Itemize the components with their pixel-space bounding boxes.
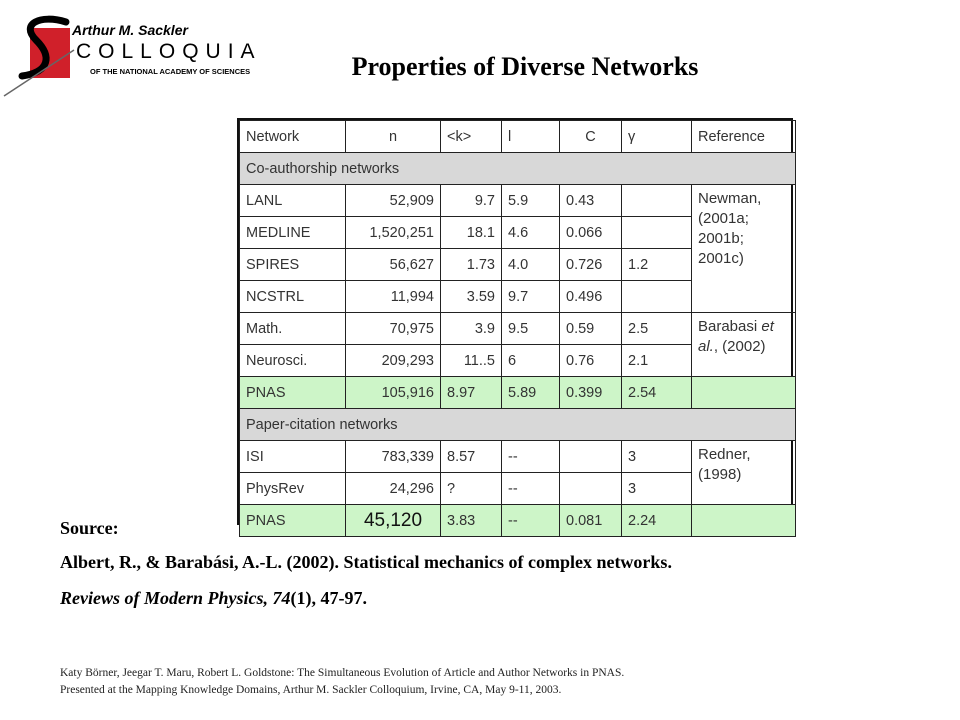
table-row bbox=[240, 441, 796, 473]
gamma-cell: 2.54 bbox=[622, 377, 692, 409]
reference-cell: Newman, (2001a; 2001b; 2001c) bbox=[692, 185, 796, 313]
c-cell bbox=[560, 473, 622, 505]
gamma-cell: 2.24 bbox=[622, 505, 692, 537]
l-cell: -- bbox=[502, 505, 560, 537]
network-cell: NCSTRL bbox=[240, 281, 346, 313]
n-cell: 24,296 bbox=[346, 473, 441, 505]
gamma-cell: 2.5 bbox=[622, 313, 692, 345]
header-cell: <k> bbox=[441, 121, 502, 153]
network-cell: SPIRES bbox=[240, 249, 346, 281]
gamma-cell: 3 bbox=[622, 473, 692, 505]
table-header-row bbox=[240, 121, 796, 153]
gamma-cell bbox=[622, 281, 692, 313]
table-row-highlighted bbox=[240, 505, 796, 537]
c-cell bbox=[560, 441, 622, 473]
gamma-cell: 3 bbox=[622, 441, 692, 473]
c-cell: 0.496 bbox=[560, 281, 622, 313]
network-properties-table bbox=[237, 118, 793, 531]
table-row bbox=[240, 185, 796, 217]
l-cell: 6 bbox=[502, 345, 560, 377]
n-cell: 209,293 bbox=[346, 345, 441, 377]
section-label: Paper-citation networks bbox=[240, 409, 796, 441]
citation-journal: Reviews of Modern Physics, 74 bbox=[60, 588, 291, 608]
network-cell: PNAS bbox=[240, 505, 346, 537]
network-cell: Neurosci. bbox=[240, 345, 346, 377]
k-cell: 8.97 bbox=[441, 377, 502, 409]
k-cell: 8.57 bbox=[441, 441, 502, 473]
n-cell: 70,975 bbox=[346, 313, 441, 345]
footer-line-1: Katy Börner, Jeegar T. Maru, Robert L. Goldstone: The Simultaneous Evolution of Article and Author Networks in PNAS. bbox=[60, 667, 625, 679]
logo-line-3: OF THE NATIONAL ACADEMY OF SCIENCES bbox=[90, 67, 251, 76]
n-cell: 783,339 bbox=[346, 441, 441, 473]
l-cell: 4.0 bbox=[502, 249, 560, 281]
logo-line-1: Arthur M. Sackler bbox=[72, 22, 188, 38]
citation-pages: (1), 47-97. bbox=[290, 588, 367, 608]
n-cell: 1,520,251 bbox=[346, 217, 441, 249]
c-cell: 0.726 bbox=[560, 249, 622, 281]
l-cell: 5.89 bbox=[502, 377, 560, 409]
section-label: Co-authorship networks bbox=[240, 153, 796, 185]
k-cell: 9.7 bbox=[441, 185, 502, 217]
sackler-logo bbox=[0, 0, 260, 100]
header-cell: l bbox=[502, 121, 560, 153]
network-cell: PhysRev bbox=[240, 473, 346, 505]
gamma-cell: 1.2 bbox=[622, 249, 692, 281]
page-title: Properties of Diverse Networks bbox=[351, 52, 699, 81]
n-cell: 11,994 bbox=[346, 281, 441, 313]
table-row bbox=[240, 313, 796, 345]
network-cell: MEDLINE bbox=[240, 217, 346, 249]
k-cell: 3.9 bbox=[441, 313, 502, 345]
header-cell: Network bbox=[240, 121, 346, 153]
k-cell: 3.83 bbox=[441, 505, 502, 537]
citation-line-1: Albert, R., & Barabási, A.-L. (2002). Statistical mechanics of complex networks. bbox=[60, 552, 672, 572]
reference-text: Barabasi bbox=[698, 318, 758, 335]
section-row bbox=[240, 153, 796, 185]
l-cell: 5.9 bbox=[502, 185, 560, 217]
header-cell: γ bbox=[622, 121, 692, 153]
citation-line-2 bbox=[60, 588, 367, 609]
section-row bbox=[240, 409, 796, 441]
footer-line-2: Presented at the Mapping Knowledge Domains, Arthur M. Sackler Colloquium, Irvine, CA, May 9-11, 2003. bbox=[60, 684, 562, 696]
logo-line-2: COLLOQUIA bbox=[76, 40, 262, 63]
k-cell: 3.59 bbox=[441, 281, 502, 313]
k-cell: ? bbox=[441, 473, 502, 505]
reference-etal: et al. bbox=[698, 318, 774, 355]
n-cell: 56,627 bbox=[346, 249, 441, 281]
n-cell: 52,909 bbox=[346, 185, 441, 217]
network-cell: ISI bbox=[240, 441, 346, 473]
c-cell: 0.399 bbox=[560, 377, 622, 409]
n-cell: 105,916 bbox=[346, 377, 441, 409]
c-cell: 0.76 bbox=[560, 345, 622, 377]
reference-cell: Redner, (1998) bbox=[692, 441, 796, 505]
network-cell: LANL bbox=[240, 185, 346, 217]
reference-cell-empty bbox=[692, 377, 796, 409]
network-cell: PNAS bbox=[240, 377, 346, 409]
n-cell: 45,120 bbox=[346, 505, 441, 537]
gamma-cell bbox=[622, 185, 692, 217]
header-cell: C bbox=[560, 121, 622, 153]
reference-cell bbox=[692, 313, 796, 377]
reference-cell-empty bbox=[692, 505, 796, 537]
source-label: Source: bbox=[60, 518, 119, 538]
header-cell: n bbox=[346, 121, 441, 153]
c-cell: 0.081 bbox=[560, 505, 622, 537]
k-cell: 11..5 bbox=[441, 345, 502, 377]
network-cell: Math. bbox=[240, 313, 346, 345]
k-cell: 18.1 bbox=[441, 217, 502, 249]
l-cell: -- bbox=[502, 473, 560, 505]
l-cell: 9.5 bbox=[502, 313, 560, 345]
header-cell: Reference bbox=[692, 121, 796, 153]
l-cell: 9.7 bbox=[502, 281, 560, 313]
gamma-cell bbox=[622, 217, 692, 249]
reference-year: , (2002) bbox=[713, 338, 766, 355]
table-row-highlighted bbox=[240, 377, 796, 409]
c-cell: 0.43 bbox=[560, 185, 622, 217]
k-cell: 1.73 bbox=[441, 249, 502, 281]
gamma-cell: 2.1 bbox=[622, 345, 692, 377]
sackler-s-emblem-icon bbox=[0, 0, 80, 100]
c-cell: 0.066 bbox=[560, 217, 622, 249]
c-cell: 0.59 bbox=[560, 313, 622, 345]
footer bbox=[60, 665, 624, 699]
l-cell: 4.6 bbox=[502, 217, 560, 249]
l-cell: -- bbox=[502, 441, 560, 473]
